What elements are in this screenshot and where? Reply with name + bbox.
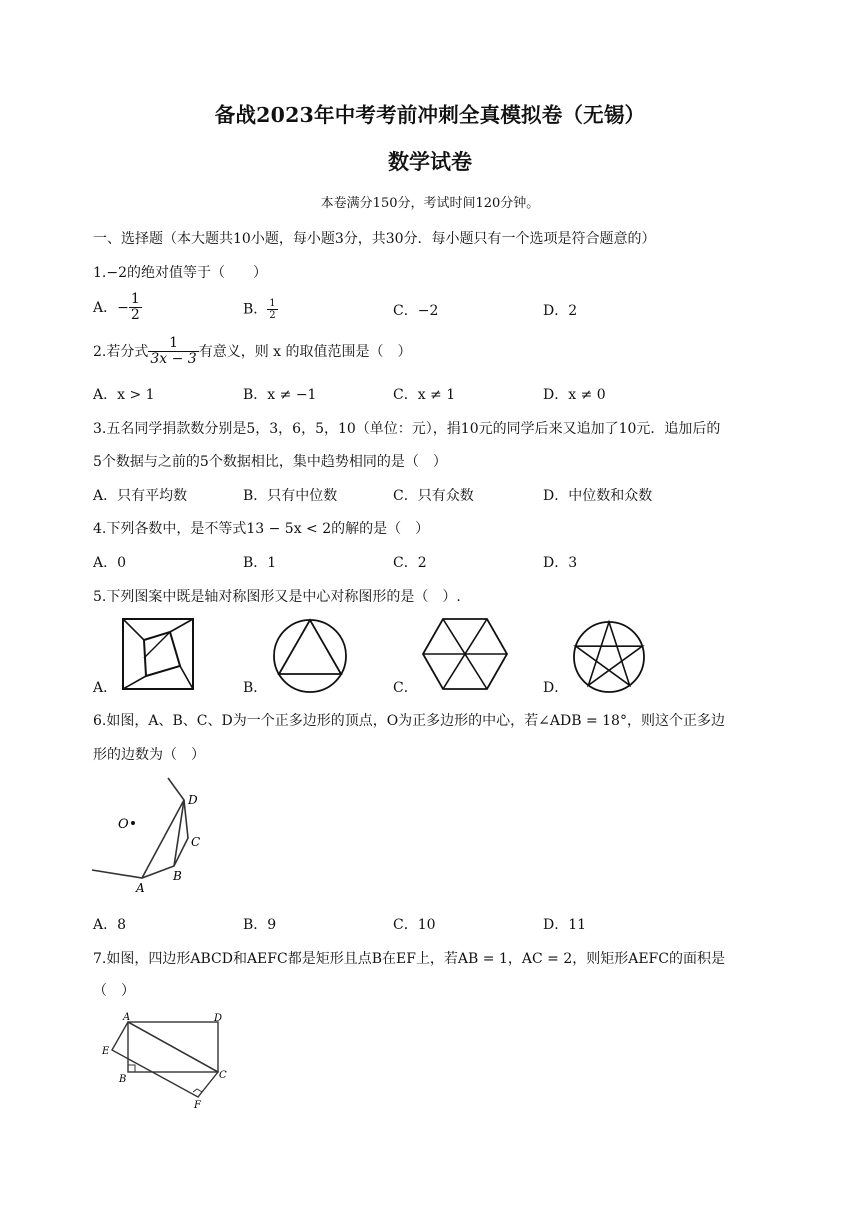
q6-stem-line1: 6.如图，A、B、C、D为一个正多边形的顶点，O为正多边形的中心，若∠ADB = 18°，则这个正多边 [93,713,725,729]
q1-option-c: C．−2 [393,303,439,319]
label-b: B [119,1074,127,1085]
q4-option-d: D．3 [543,555,578,571]
q3-option-c: C．只有众数 [393,488,474,504]
label-f: F [194,1100,201,1111]
rectangle-diagram-q7 [98,1012,238,1112]
q4-option-c: C．2 [393,555,427,571]
q5-option-c: C． [393,680,418,696]
label-c: C [191,835,201,849]
q5-stem: 5.下列图案中既是轴对称图形又是中心对称图形的是（ ）. [93,589,461,605]
label-a: A [123,1012,131,1023]
label-o: O [118,817,129,832]
q6-option-a: A．8 [93,917,127,933]
q2-option-b: B．x ≠ −1 [243,387,317,403]
q2-option-c: C．x ≠ 1 [393,387,456,403]
q3-stem-line1: 3.五名同学捐款数分别是5，3，6，5，10（单位：元），捐10元的同学后来又追加了10元．追加后的 [93,421,721,437]
q2-stem: 2.若分式 $\frac{1}{3x - 3}$ 有意义，则 x 的取值范围是（ ） [93,335,412,368]
q6-stem-line2: 形的边数为（ ） [93,747,205,763]
q5-option-b: B． [243,680,268,696]
q1-option-a: A．− $\frac{1}{2}$ [93,291,140,324]
exam-subtitle: 数学试卷 [388,149,472,174]
label-e: E [102,1046,110,1057]
q6-option-b: B．9 [243,917,277,933]
q3-stem-line2: 5个数据与之前的5个数据相比，集中趋势相同的是（ ） [93,454,447,470]
q4-option-a: A．0 [93,555,127,571]
star-in-circle-figure [572,620,646,694]
q2-option-d: D．x ≠ 0 [543,387,606,403]
q4-stem: 4.下列各数中，是不等式13 − 5x < 2的解的是（ ） [93,521,430,537]
label-a: A [136,881,145,895]
exam-note: 本卷满分150分，考试时间120分钟。 [320,196,540,211]
q3-option-a: A．只有平均数 [93,488,188,504]
label-c: C [219,1070,227,1081]
q1-stem: 1.−2的绝对值等于（ ） [93,265,267,281]
q4-option-b: B．1 [243,555,277,571]
q3-option-b: B．只有中位数 [243,488,338,504]
q7-stem-line2: （ ） [93,983,135,999]
polygon-diagram-q6 [92,778,222,893]
q1-option-b: B． $\frac{1}{2}$ [243,298,276,321]
q5-option-d: D． [543,680,569,696]
section-heading: 一、选择题（本大题共10小题，每小题3分，共30分．每小题只有一个选项是符合题意的） [93,231,656,247]
q3-option-d: D．中位数和众数 [543,488,653,504]
q6-option-c: C．10 [393,917,436,933]
q5-option-a: A． [93,680,118,696]
q6-option-d: D．11 [543,917,587,933]
triangle-in-circle-figure [272,618,348,694]
label-d: D [214,1013,223,1024]
hexagon-figure [422,618,508,690]
pinwheel-square-figure [122,618,194,690]
label-d: D [188,793,198,807]
q2-option-a: A．x > 1 [93,387,155,403]
exam-title: 备战2023年中考考前冲刺全真模拟卷（无锡） [214,103,646,127]
label-b: B [173,869,182,883]
q1-option-d: D．2 [543,303,578,319]
q7-stem-line1: 7.如图，四边形ABCD和AEFC都是矩形且点B在EF上，若AB = 1，AC = 2，则矩形AEFC的面积是 [93,951,725,967]
